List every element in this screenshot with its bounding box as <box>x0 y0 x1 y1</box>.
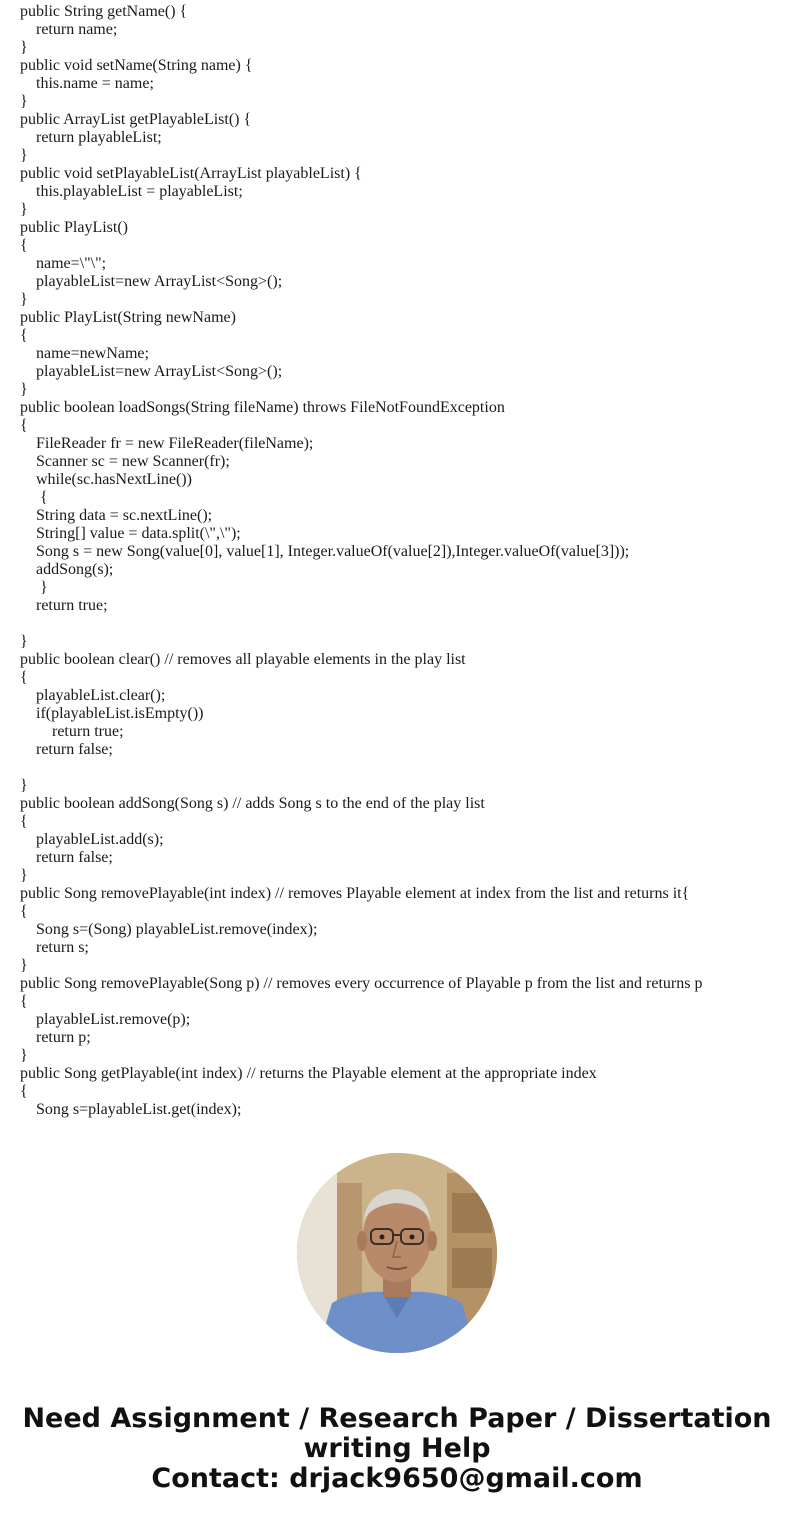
code-line: } <box>20 93 28 110</box>
code-line: Song s = new Song(value[0], value[1], Integer.valueOf(value[2]),Integer.valueOf(value[3])); <box>20 543 630 560</box>
code-line: } <box>20 957 28 974</box>
code-line: playableList=new ArrayList<Song>(); <box>20 363 283 380</box>
code-line: return name; <box>20 21 118 38</box>
code-line: { <box>20 237 28 254</box>
code-line: { <box>20 669 28 686</box>
code-line: Song s=playableList.get(index); <box>20 1101 242 1118</box>
code-line: public void setPlayableList(ArrayList playableList) { <box>20 165 362 182</box>
code-line: public PlayList() <box>20 219 128 236</box>
code-line: name=\"\"; <box>20 255 107 272</box>
code-line: public boolean clear() // removes all playable elements in the play list <box>20 651 466 668</box>
code-line: while(sc.hasNextLine()) <box>20 471 192 488</box>
code-line: addSong(s); <box>20 561 114 578</box>
code-line: FileReader fr = new FileReader(fileName); <box>20 435 314 452</box>
code-line: } <box>20 201 28 218</box>
code-line: name=newName; <box>20 345 149 362</box>
code-line: playableList.add(s); <box>20 831 164 848</box>
promo-contact: Contact: drjack9650@gmail.com <box>151 1463 643 1494</box>
promo-subheadline: writing Help <box>303 1433 491 1464</box>
code-line: this.playableList = playableList; <box>20 183 243 200</box>
code-line: } <box>20 381 28 398</box>
code-line: playableList.clear(); <box>20 687 166 704</box>
code-line: } <box>20 147 28 164</box>
code-line: return p; <box>20 1029 91 1046</box>
code-line: } <box>20 579 48 596</box>
code-line: { <box>20 1083 28 1100</box>
code-line: return true; <box>20 597 108 614</box>
code-line: public void setName(String name) { <box>20 57 253 74</box>
code-line: public boolean addSong(Song s) // adds Song s to the end of the play list <box>20 795 485 812</box>
code-line: { <box>20 903 28 920</box>
code-line: return s; <box>20 939 89 956</box>
code-line: { <box>20 993 28 1010</box>
code-line: { <box>20 813 28 830</box>
avatar-photo <box>297 1153 497 1353</box>
code-line: this.name = name; <box>20 75 154 92</box>
promo-banner <box>0 1404 794 1494</box>
code-line: if(playableList.isEmpty()) <box>20 705 204 722</box>
code-line: playableList.remove(p); <box>20 1011 191 1028</box>
code-line: public Song getPlayable(int index) // returns the Playable element at the appropriate index <box>20 1065 597 1082</box>
code-line: } <box>20 291 28 308</box>
code-line: return true; <box>20 723 124 740</box>
code-line: Scanner sc = new Scanner(fr); <box>20 453 230 470</box>
code-line: } <box>20 1047 28 1064</box>
code-line: playableList=new ArrayList<Song>(); <box>20 273 283 290</box>
code-line: public ArrayList getPlayableList() { <box>20 111 252 128</box>
code-line: } <box>20 39 28 56</box>
promo-headline: Need Assignment / Research Paper / Dissertation <box>22 1403 772 1434</box>
avatar <box>297 1153 497 1353</box>
code-line: Song s=(Song) playableList.remove(index); <box>20 921 318 938</box>
code-line: public Song removePlayable(Song p) // removes every occurrence of Playable p from the list and returns p <box>20 975 703 992</box>
code-line: public Song removePlayable(int index) // removes Playable element at index from the list and returns it{ <box>20 885 690 902</box>
code-line: return false; <box>20 741 113 758</box>
code-line: String[] value = data.split(\",\"); <box>20 525 241 542</box>
code-line: } <box>20 777 28 794</box>
code-line: public String getName() { <box>20 3 188 20</box>
code-line: public PlayList(String newName) <box>20 309 236 326</box>
code-line: { <box>20 489 48 506</box>
code-line: { <box>20 327 28 344</box>
code-line: public boolean loadSongs(String fileName) throws FileNotFoundException <box>20 399 505 416</box>
code-line: } <box>20 633 28 650</box>
code-line: String data = sc.nextLine(); <box>20 507 213 524</box>
code-line <box>20 615 790 633</box>
code-line <box>20 759 790 777</box>
code-line: return playableList; <box>20 129 162 146</box>
code-line: return false; <box>20 849 113 866</box>
code-line: } <box>20 867 28 884</box>
code-line: { <box>20 417 28 434</box>
code-listing <box>20 3 790 1119</box>
